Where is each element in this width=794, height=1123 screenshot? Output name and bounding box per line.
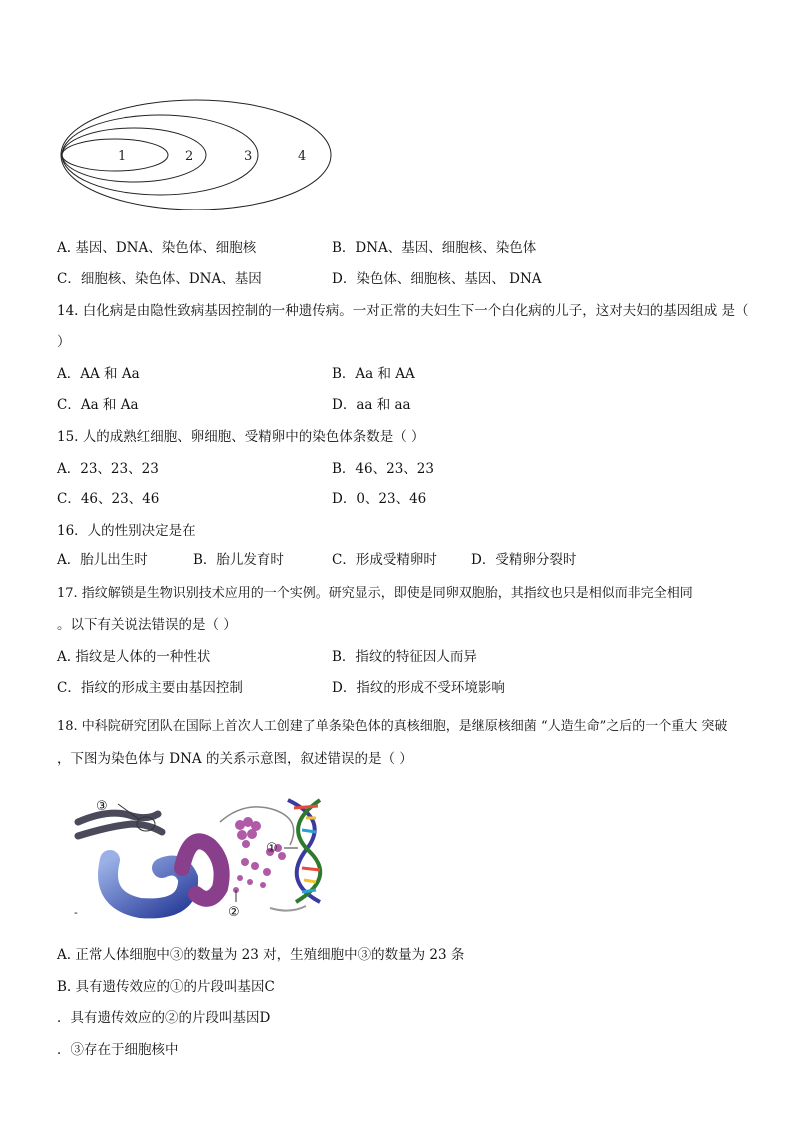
q13-option-b: B．DNA、基因、细胞核、染色体	[332, 240, 537, 256]
q17-option-a: A. 指纹是人体的一种性状	[57, 649, 211, 665]
ellipse-label-3: 3	[244, 149, 253, 164]
q18-option-c: ．具有遗传效应的②的片段叫基因D	[57, 1010, 271, 1026]
q15-option-d: D．0、23、46	[332, 491, 427, 507]
ellipse-3	[62, 115, 258, 195]
q18-stem: 18. 中科院研究团队在国际上首次人工创建了单条染色体的真核细胞，是继原核细菌 “人造生命”之后的一个重大 突破	[57, 719, 728, 734]
q15-stem: 15. 人的成熟红细胞、卵细胞、受精卵中的染色体条数是（ ）	[57, 429, 425, 445]
q15-option-b: B．46、23、23	[332, 461, 434, 477]
ellipse-label-1: 1	[118, 149, 127, 164]
q17-stem: 17. 指纹解锁是生物识别技术应用的一个实例。研究显示，即使是同卵双胞胎，其指纹也只是相似而非完全相同	[57, 586, 693, 601]
q15-option-c: C．46、23、46	[57, 491, 160, 507]
chromatin-coil	[108, 841, 222, 908]
ellipse-label-2: 2	[185, 149, 194, 164]
chromosome-dna-figure	[70, 790, 370, 925]
ellipse-4	[61, 100, 331, 210]
figure-mark: -	[74, 906, 78, 919]
q14-option-b: B．Aa 和 AA	[332, 366, 415, 382]
q14-stem: 14. 白化病是由隐性致病基因控制的一种遗传病。一对正常的夫妇生下一个白化病的儿子，这对夫妇的基因组成 是（	[57, 303, 749, 319]
q14-option-a: A．AA 和 Aa	[57, 366, 140, 382]
figure-label-2: ②	[228, 905, 240, 920]
q16-option-c: C．形成受精卵时	[332, 552, 437, 568]
ellipse-label-4: 4	[298, 149, 307, 164]
ellipse-1	[62, 139, 168, 171]
q18-option-d: ．③存在于细胞核中	[57, 1042, 179, 1058]
q14-option-d: D．aa 和 aa	[332, 397, 411, 413]
q15-option-a: A．23、23、23	[57, 461, 159, 477]
q17-stem-cont: 。以下有关说法错误的是（ ）	[57, 617, 237, 633]
q13-option-d: D．染色体、细胞核、基因、 DNA	[332, 271, 542, 287]
nucleosome-beads	[233, 817, 286, 893]
q18-stem-cont: ，下图为染色体与 DNA 的关系示意图，叙述错误的是（ ）	[57, 751, 413, 767]
q16-option-d: D．受精卵分裂时	[471, 552, 577, 568]
q16-option-a: A．胎儿出生时	[57, 552, 148, 568]
q17-option-b: B．指纹的特征因人而异	[332, 649, 477, 665]
q13-option-c: C．细胞核、染色体、DNA、基因	[57, 271, 262, 287]
q18-option-b: B. 具有遗传效应的①的片段叫基因C	[57, 979, 275, 995]
q18-option-a: A. 正常人体细胞中③的数量为 23 对，生殖细胞中③的数量为 23 条	[57, 947, 465, 963]
q13-option-a: A. 基因、DNA、染色体、细胞核	[57, 240, 257, 256]
chromosome-shape	[78, 813, 162, 836]
q17-option-c: C．指纹的形成主要由基因控制	[57, 680, 243, 696]
figure-label-1: ①	[266, 841, 278, 856]
q16-option-b: B．胎儿发育时	[193, 552, 284, 568]
q14-option-c: C．Aa 和 Aa	[57, 397, 139, 413]
q17-option-d: D．指纹的形成不受环境影响	[332, 680, 505, 696]
q16-stem: 16．人的性别决定是在	[57, 523, 196, 539]
q14-stem-cont: ）	[57, 334, 71, 350]
nested-ellipse-diagram	[60, 80, 340, 210]
figure-label-3: ③	[96, 799, 108, 814]
